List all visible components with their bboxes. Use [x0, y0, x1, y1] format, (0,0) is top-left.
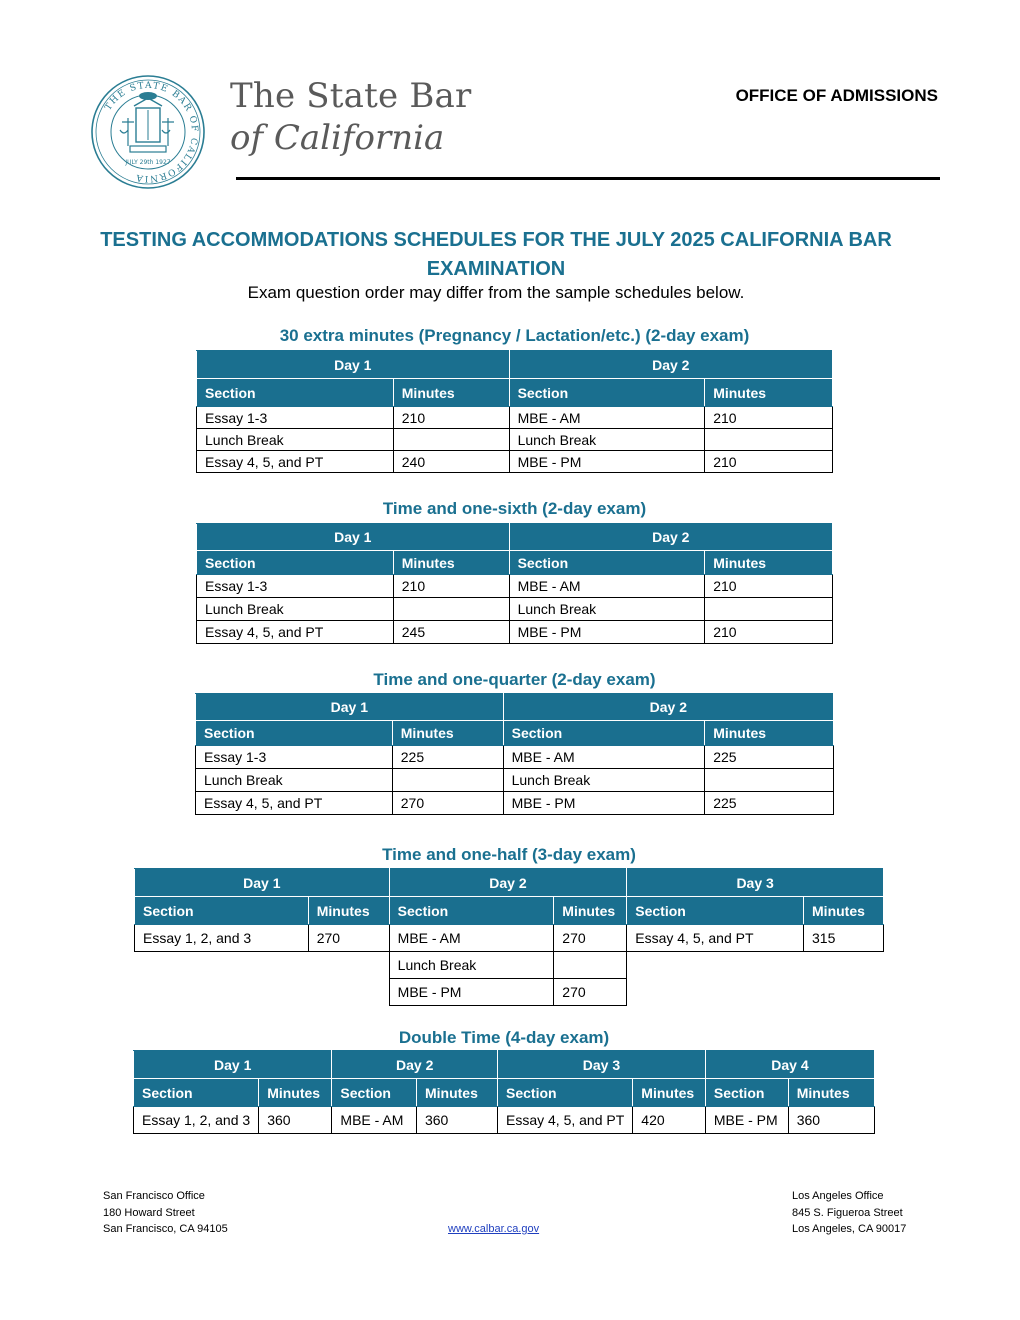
minutes-cell: 225	[705, 746, 834, 769]
minutes-cell: 360	[259, 1107, 332, 1134]
table-row	[135, 925, 884, 952]
table-row	[197, 598, 833, 621]
minutes-cell: 240	[393, 451, 509, 473]
day-header-row	[197, 351, 833, 379]
empty-cell	[627, 952, 884, 979]
table-row	[134, 1107, 875, 1134]
minutes-cell: 270	[554, 979, 627, 1006]
minutes-column-header: Minutes	[705, 379, 833, 407]
minutes-cell: 360	[788, 1107, 874, 1134]
minutes-column-header: Minutes	[705, 721, 834, 746]
table-row	[197, 451, 833, 473]
sf-office-street: 180 Howard Street	[103, 1206, 195, 1219]
minutes-cell: 245	[393, 621, 509, 644]
minutes-cell	[705, 429, 833, 451]
day-header: Day 2	[509, 351, 832, 379]
day-header: Day 3	[498, 1051, 706, 1079]
minutes-cell: 210	[705, 575, 833, 598]
minutes-cell	[554, 952, 627, 979]
day-header: Day 3	[627, 869, 884, 897]
day-header: Day 2	[389, 869, 627, 897]
schedule-table	[196, 350, 833, 473]
table-row	[196, 792, 834, 815]
empty-cell	[627, 979, 884, 1006]
schedule-table	[196, 523, 833, 644]
sf-office-address	[103, 1188, 228, 1238]
section-cell: Essay 4, 5, and PT	[197, 621, 394, 644]
la-office-address	[792, 1188, 906, 1238]
page-subtitle: Exam question order may differ from the sample schedules below.	[247, 283, 745, 302]
column-header-row	[197, 551, 833, 575]
table-row	[135, 979, 884, 1006]
minutes-cell: 270	[308, 925, 389, 952]
minutes-column-header: Minutes	[804, 897, 884, 925]
minutes-cell: 270	[554, 925, 627, 952]
section-column-header: Section	[196, 721, 393, 746]
minutes-cell: 315	[804, 925, 884, 952]
minutes-column-header: Minutes	[393, 379, 509, 407]
minutes-cell: 225	[392, 746, 503, 769]
section-column-header: Section	[705, 1079, 788, 1107]
section-cell: Essay 1-3	[196, 746, 393, 769]
svg-text:THE STATE BAR OF CALIFORNIA: THE STATE BAR OF CALIFORNIA	[103, 80, 200, 184]
minutes-column-header: Minutes	[788, 1079, 874, 1107]
table-row	[196, 769, 834, 792]
section-cell: MBE - AM	[332, 1107, 417, 1134]
section-column-header: Section	[498, 1079, 633, 1107]
schedule-table	[133, 1050, 875, 1134]
day-header: Day 4	[705, 1051, 874, 1079]
minutes-column-header: Minutes	[554, 897, 627, 925]
section-column-header: Section	[197, 551, 394, 575]
day-header: Day 2	[509, 524, 832, 551]
minutes-column-header: Minutes	[416, 1079, 497, 1107]
section-cell: Essay 4, 5, and PT	[627, 925, 804, 952]
section-cell: MBE - PM	[509, 621, 705, 644]
schedule-title: Time and one-half (3-day exam)	[382, 845, 636, 864]
column-header-row	[134, 1079, 875, 1107]
day-header: Day 1	[197, 351, 510, 379]
day-header-row	[197, 524, 833, 551]
day-header-row	[134, 1051, 875, 1079]
section-cell: Lunch Break	[509, 598, 705, 621]
section-column-header: Section	[509, 379, 705, 407]
org-name-line1: The State Bar	[230, 76, 472, 116]
table-row	[196, 746, 834, 769]
minutes-cell	[393, 598, 509, 621]
column-header-row	[197, 379, 833, 407]
section-column-header: Section	[332, 1079, 417, 1107]
minutes-column-header: Minutes	[705, 551, 833, 575]
sf-office-city: San Francisco, CA 94105	[103, 1223, 228, 1235]
section-cell: Lunch Break	[197, 429, 394, 451]
day-header: Day 1	[196, 694, 504, 721]
header-divider	[236, 177, 940, 180]
minutes-column-header: Minutes	[393, 551, 509, 575]
section-cell: Lunch Break	[389, 952, 554, 979]
table-row	[197, 575, 833, 598]
table-row	[197, 621, 833, 644]
minutes-cell	[705, 598, 833, 621]
section-column-header: Section	[197, 379, 394, 407]
schedule-title: Time and one-sixth (2-day exam)	[382, 499, 647, 518]
minutes-cell: 420	[633, 1107, 706, 1134]
schedule-title: Time and one-quarter (2-day exam)	[373, 670, 656, 689]
minutes-cell: 210	[393, 575, 509, 598]
minutes-cell: 210	[705, 621, 833, 644]
day-header-row	[135, 869, 884, 897]
day-header-row	[196, 694, 834, 721]
minutes-column-header: Minutes	[259, 1079, 332, 1107]
sf-office-name: San Francisco Office	[103, 1190, 205, 1202]
minutes-column-header: Minutes	[392, 721, 503, 746]
la-office-city: Los Angeles, CA 90017	[792, 1223, 907, 1235]
minutes-cell: 360	[416, 1107, 497, 1134]
minutes-cell: 210	[705, 451, 833, 473]
table-row	[197, 429, 833, 451]
empty-cell	[135, 979, 390, 1006]
day-header: Day 1	[135, 869, 390, 897]
section-column-header: Section	[134, 1079, 259, 1107]
section-cell: Essay 1-3	[197, 407, 394, 429]
section-cell: MBE - AM	[389, 925, 554, 952]
org-name-line2: of California	[230, 118, 445, 158]
column-header-row	[196, 721, 834, 746]
minutes-column-header: Minutes	[633, 1079, 706, 1107]
schedule-title: Double Time (4-day exam)	[398, 1028, 610, 1047]
schedule-title: 30 extra minutes (Pregnancy / Lactation/etc.) (2-day exam)	[279, 326, 750, 345]
section-column-header: Section	[135, 897, 309, 925]
section-cell: Lunch Break	[509, 429, 705, 451]
la-office-street: 845 S. Figueroa Street	[792, 1206, 903, 1219]
minutes-cell	[705, 769, 834, 792]
la-office-name: Los Angeles Office	[792, 1190, 884, 1202]
section-cell: MBE - PM	[389, 979, 554, 1006]
day-header: Day 2	[332, 1051, 498, 1079]
section-column-header: Section	[503, 721, 705, 746]
day-header: Day 1	[134, 1051, 332, 1079]
section-cell: MBE - PM	[503, 792, 705, 815]
section-column-header: Section	[627, 897, 804, 925]
minutes-cell: 210	[393, 407, 509, 429]
minutes-cell: 270	[392, 792, 503, 815]
section-cell: MBE - AM	[509, 575, 705, 598]
minutes-cell: 225	[705, 792, 834, 815]
website-link[interactable]: www.calbar.ca.gov	[448, 1223, 540, 1235]
column-header-row	[135, 897, 884, 925]
office-heading: OFFICE OF ADMISSIONS	[735, 86, 938, 105]
minutes-cell	[392, 769, 503, 792]
schedule-table	[134, 868, 884, 1006]
table-row	[197, 407, 833, 429]
day-header: Day 1	[197, 524, 510, 551]
day-header: Day 2	[503, 694, 833, 721]
minutes-cell: 210	[705, 407, 833, 429]
section-cell: Essay 4, 5, and PT	[197, 451, 394, 473]
section-column-header: Section	[509, 551, 705, 575]
state-bar-seal-logo	[90, 74, 206, 190]
page-title: TESTING ACCOMMODATIONS SCHEDULES FOR THE JULY 2025 CALIFORNIA BAR EXAMINATION	[100, 229, 892, 280]
section-cell: Lunch Break	[503, 769, 705, 792]
table-row	[135, 952, 884, 979]
minutes-cell	[393, 429, 509, 451]
section-cell: Essay 4, 5, and PT	[196, 792, 393, 815]
section-cell: Lunch Break	[197, 598, 394, 621]
svg-text:JULY 29th 1927: JULY 29th 1927	[125, 159, 171, 166]
section-cell: Essay 1-3	[197, 575, 394, 598]
minutes-column-header: Minutes	[308, 897, 389, 925]
section-cell: Lunch Break	[196, 769, 393, 792]
section-cell: MBE - PM	[509, 451, 705, 473]
section-cell: MBE - AM	[503, 746, 705, 769]
section-cell: MBE - AM	[509, 407, 705, 429]
section-cell: Essay 1, 2, and 3	[135, 925, 309, 952]
section-cell: MBE - PM	[705, 1107, 788, 1134]
section-cell: Essay 1, 2, and 3	[134, 1107, 259, 1134]
section-column-header: Section	[389, 897, 554, 925]
schedule-table	[195, 693, 834, 815]
section-cell: Essay 4, 5, and PT	[498, 1107, 633, 1134]
empty-cell	[135, 952, 390, 979]
